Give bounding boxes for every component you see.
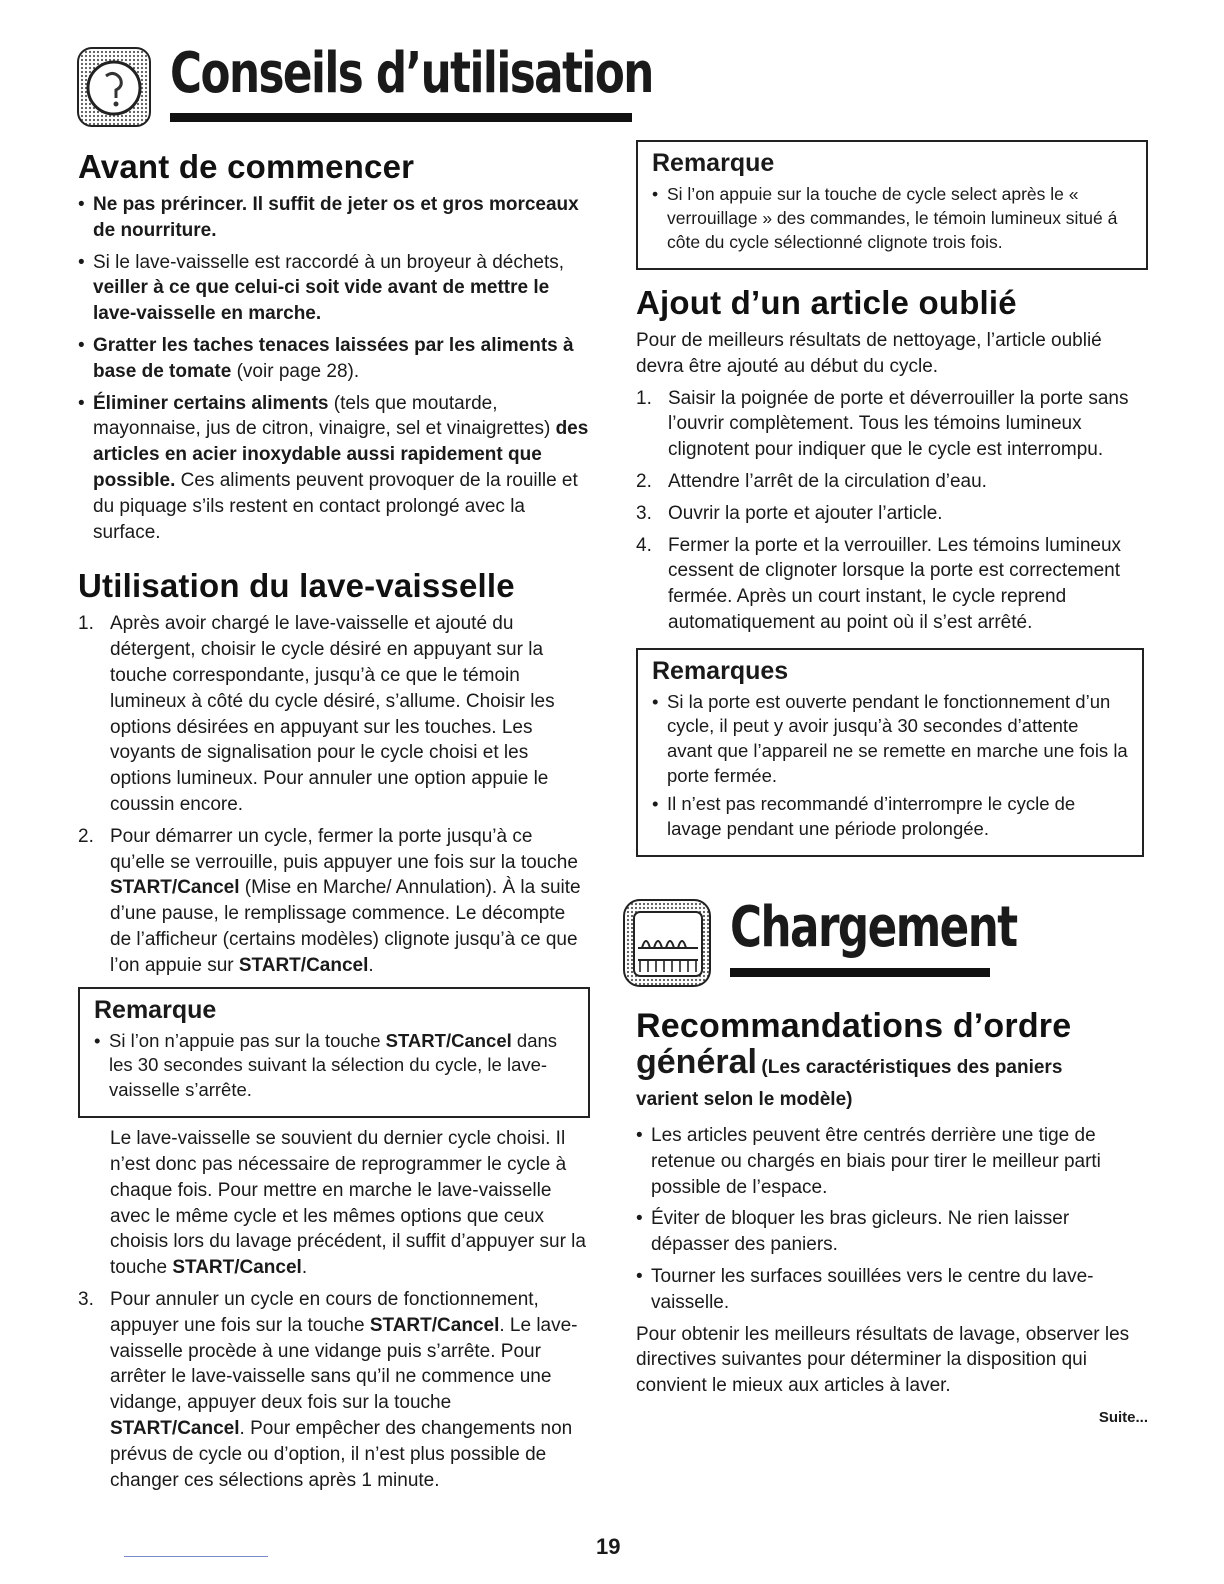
list-item: • Éliminer certains aliments (tels que moutarde, mayonnaise, jus de citron, vinaigre, sel et vinaigrettes) des articles en acier inoxydable aussi rapidement que possible. Ces aliments peuvent provoquer de la rouille et du piquage s’ils restent en contact prolongé avec la surface.: [78, 391, 590, 546]
section-heading-ajout: Ajout d’un article oublié: [636, 284, 1017, 321]
note-box-start-cancel: [78, 987, 590, 1119]
ajout-steps: [636, 386, 1148, 636]
list-item: • Il n’est pas recommandé d’interrompre le cycle de lavage pendant une période prolongée.: [652, 792, 1128, 841]
list-item: • Si l’on n’appuie pas sur la touche START/Cancel dans les 30 secondes suivant la sélection du cycle, le lave-vaisselle s’arrête.: [94, 1029, 574, 1103]
page-number: 19: [596, 1534, 621, 1559]
utilisation-steps: [78, 611, 590, 978]
recommandations-outro: Pour obtenir les meilleurs résultats de lavage, observer les directives suivantes pour déterminer la disposition qui convient le mieux aux articles à laver.: [636, 1323, 1130, 1397]
list-item: • Éviter de bloquer les bras gicleurs. Ne rien laisser dépasser des paniers.: [636, 1206, 1148, 1258]
list-item: • Les articles peuvent être centrés derrière une tige de retenue ou chargés en biais pour tirer le meilleur parti possible de l’espace.: [636, 1123, 1148, 1200]
list-item: • Gratter les taches tenaces laissées par les aliments à base de tomate (voir page 28).: [78, 333, 590, 385]
ajout-intro: Pour de meilleurs résultats de nettoyage, l’article oublié devra être ajouté au début du cycle.: [636, 330, 1102, 377]
list-item: 3. Pour annuler un cycle en cours de fonctionnement, appuyer une fois sur la touche START/Cancel. Le lave-vaisselle procède à une vidange puis s’arrête. Pour arrêter le lave-vaisselle sans qu’il ne commence une vidange, appuyer deux fois sur la touche START/Cancel. Pour empêcher des changements non prévus de cycle ou d’option, il n’est plus possible de changer ces sélections après 1 minute.: [78, 1289, 578, 1491]
suite-label: Suite...: [1098, 1408, 1148, 1426]
page-title: Conseils d’utilisation: [170, 41, 653, 106]
after-note-paragraph: Le lave-vaisselle se souvient du dernier cycle choisi. Il n’est donc pas nécessaire de reprogrammer le cycle à chaque fois. Pour mettre en marche le lave-vaisselle avec le même cycle et les mêmes options que ceux choisis lors du lavage précédent, il suffit d’appuyer sur la touche START/Cancel.: [110, 1128, 586, 1279]
list-item: • Si la porte est ouverte pendant le fonctionnement d’un cycle, il peut y avoir jusqu’à 30 secondes d’attente avant que l’appareil ne se remette en marche une fois la porte fermée.: [652, 690, 1128, 788]
recommandations-subheading: varient selon le modèle): [636, 1089, 853, 1110]
footer-rule: [124, 1556, 268, 1557]
note-heading: Remarque: [94, 995, 217, 1024]
recommandations-section: [636, 1008, 1148, 1426]
recommandations-heading: Recommandations d’ordre: [636, 1007, 1072, 1045]
section-title-chargement: Chargement: [730, 895, 1017, 960]
list-item: 2. Attendre l’arrêt de la circulation d’eau.: [636, 470, 987, 492]
right-column: [636, 140, 1148, 857]
notes-heading: Remarques: [652, 656, 789, 685]
notes-list: [652, 690, 1128, 842]
title-rule: [170, 113, 632, 122]
section-heading-utilisation: Utilisation du lave-vaisselle: [78, 567, 515, 605]
notes-box: [636, 648, 1144, 858]
note-heading: Remarque: [652, 149, 775, 177]
list-item: • Si le lave-vaisselle est raccordé à un broyeur à déchets, veiller à ce que celui-ci soit vide avant de mettre le lave-vaisselle en marche.: [78, 250, 590, 327]
list-item: • Ne pas prérincer. Il suffit de jeter os et gros morceaux de nourriture.: [78, 192, 590, 244]
note-box-top: [636, 140, 1148, 270]
section-heading-avant: Avant de commencer: [78, 148, 415, 185]
list-item: • Si l’on appuie sur la touche de cycle select après le « verrouillage » des commandes, le témoin lumineux situé á côte du cycle sélectionné clignote trois fois.: [652, 182, 1132, 254]
dishwasher-rack-icon: [622, 898, 714, 990]
recommandations-heading-line2: général (Les caractéristiques des paniers: [636, 1043, 1063, 1081]
utilisation-steps-cont: [78, 1287, 590, 1493]
left-column: [78, 148, 590, 1499]
note-list: [652, 182, 1132, 254]
list-item: 1. Après avoir chargé le lave-vaisselle et ajouté du détergent, choisir le cycle désiré en appuyant sur la touche correspondante, jusqu’à ce que le témoin lumineux à côté du cycle désiré, s’allume. Choisir les options désirées en appuyant sur les touches. Les voyants de signalisation pour le cycle choisi et les options lumineux. Pour annuler une option appuie le coussin encore.: [78, 613, 555, 815]
list-item: • Tourner les surfaces souillées vers le centre du lave-vaisselle.: [636, 1264, 1148, 1316]
list-item: 3. Ouvrir la porte et ajouter l’article.: [636, 502, 943, 524]
list-item: 4. Fermer la porte et la verrouiller. Les témoins lumineux cessent de clignoter lorsque la porte est correctement fermée. Après un court instant, le cycle reprend automatiquement au point où il s’est arrêté.: [636, 534, 1122, 633]
note-list: [94, 1029, 574, 1103]
chargement-rule: [730, 968, 990, 977]
list-item: 2. Pour démarrer un cycle, fermer la porte jusqu’à ce qu’elle se verrouille, puis appuyer une fois sur la touche START/Cancel (Mise en Marche/ Annulation). À la suite d’une pause, le remplissage commence. Le décompte de l’afficheur (certains modèles) clignote jusqu’à ce que l’on appuie sur START/Cancel.: [78, 825, 581, 976]
tips-icon: [76, 46, 152, 128]
recommandations-list: [636, 1123, 1148, 1316]
avant-list: [78, 192, 590, 545]
list-item: 1. Saisir la poignée de porte et déverrouiller la porte sans l’ouvrir complètement. Tous les témoins lumineux clignotent pour indiquer que le cycle est interrompu.: [636, 387, 1129, 461]
